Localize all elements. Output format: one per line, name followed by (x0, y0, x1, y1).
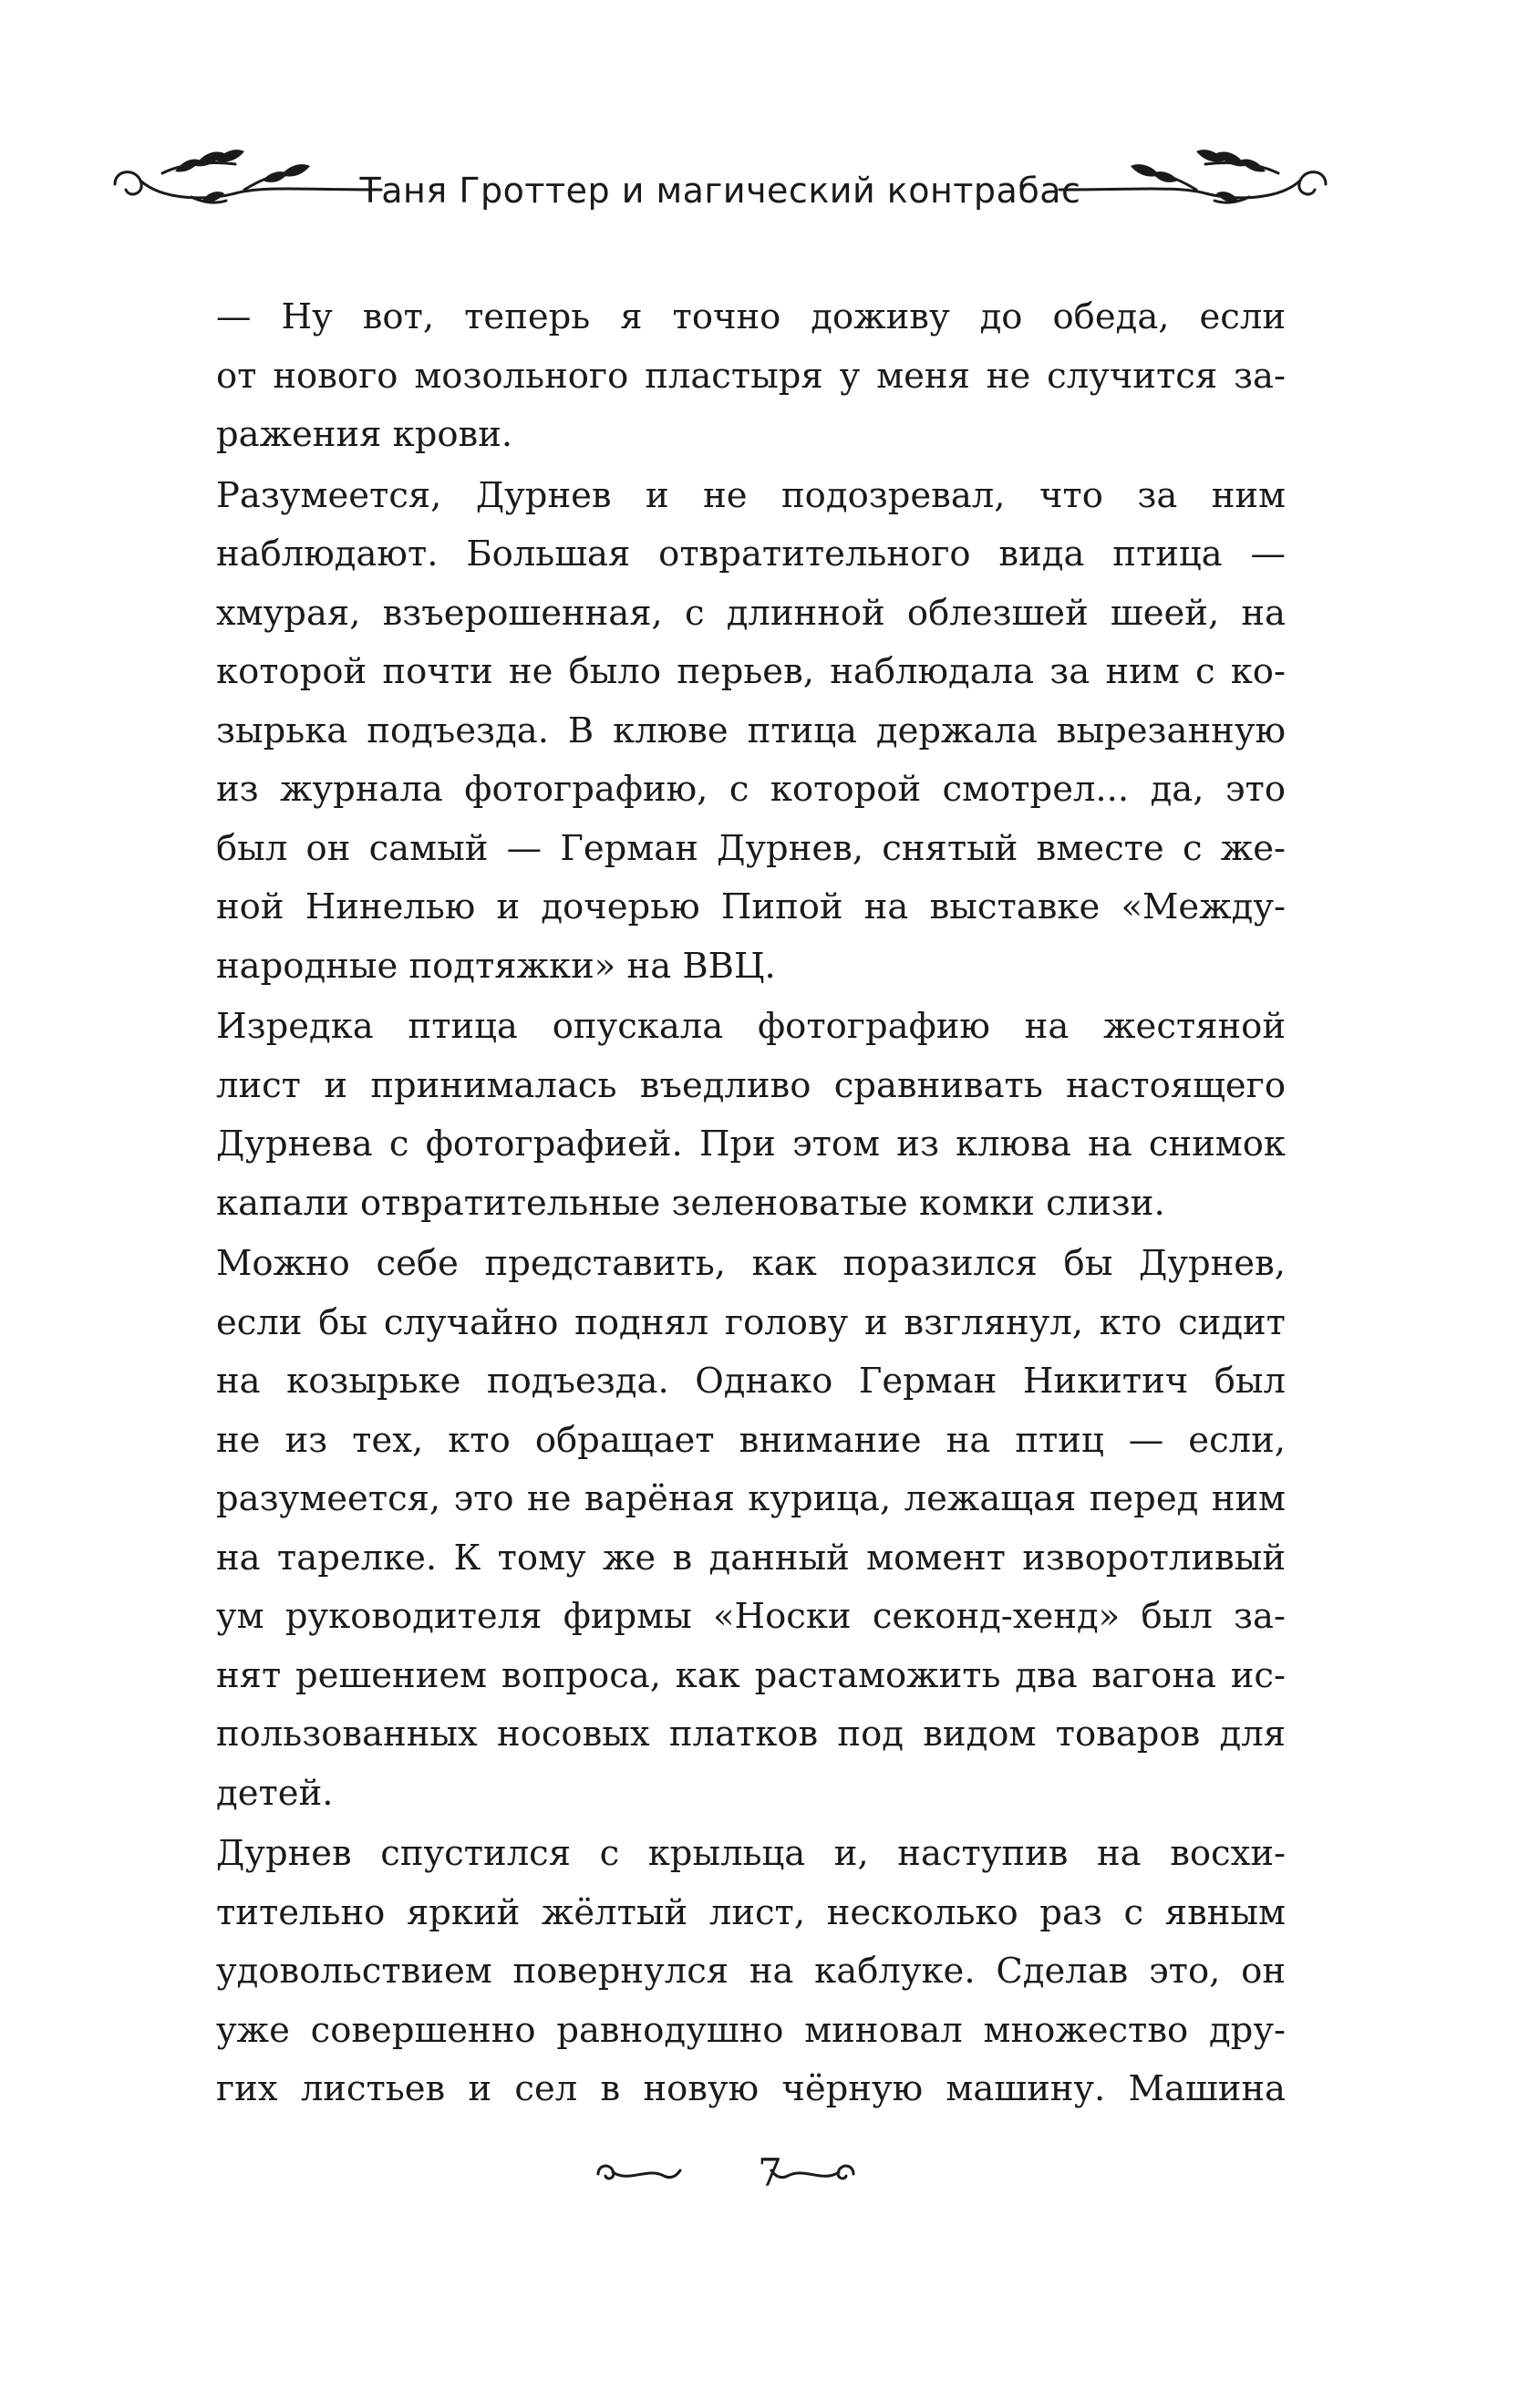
text-line: удовольствием повернулся на каблуке. Сделав это, он (216, 1951, 1286, 1992)
text-line: если бы случайно поднял голову и взглянул, кто сидит (216, 1301, 1286, 1343)
text-line: на тарелке. К тому же в данный момент изворотливый (216, 1537, 1286, 1579)
text-line: нят решением вопроса, как растаможить два вагона ис- (216, 1654, 1286, 1696)
text-line: Изредка птица опускала фотографию на жестяной (216, 1006, 1286, 1047)
text-line: ум руководителя фирмы «Носки секонд-хенд» был за- (216, 1596, 1286, 1637)
running-header (108, 137, 1333, 246)
text-line: не из тех, кто обращает внимание на птиц — если, (216, 1419, 1286, 1461)
page-number: 7 (758, 2150, 782, 2195)
text-line: Можно себе представить, как поразился бы Дурнев, (216, 1243, 1286, 1284)
body-text (160, 288, 1286, 2119)
text-line: наблюдают. Большая отвратительного вида птица — (216, 533, 1286, 575)
text-line: ной Нинелью и дочерью Пипой на выставке «Между- (216, 886, 1286, 927)
text-line: детей. (216, 1772, 334, 1814)
text-line: был он самый — Герман Дурнев, снятый вместе с же- (216, 827, 1286, 869)
text-line: которой почти не было перьев, наблюдала за ним с ко- (216, 651, 1286, 692)
paragraph-5 (160, 1825, 1286, 2119)
text-line: гих листьев и сел в новую чёрную машину. Машина (216, 2068, 1286, 2109)
text-line: народные подтяжки» на ВВЦ. (216, 945, 776, 987)
text-line: уже совершенно равнодушно миновал множество дру- (216, 2009, 1286, 2051)
text-line: Дурнев спустился с крыльца и, наступив на восхи- (216, 1833, 1286, 1874)
text-line: Дурнева с фотографией. При этом из клюва на снимок (216, 1124, 1286, 1165)
paragraph-4 (160, 1235, 1286, 1823)
text-line: капали отвратительные зеленоватые комки слизи. (216, 1182, 1165, 1224)
text-line: пользованных носовых платков под видом товаров для (216, 1714, 1286, 1755)
paragraph-2 (160, 467, 1286, 997)
text-line: тительно яркий жёлтый лист, несколько раз с явным (216, 1891, 1286, 1933)
text-line: — Ну вот, теперь я точно доживу до обеда, если (216, 296, 1286, 337)
text-line: Разумеется, Дурнев и не подозревал, что за ним (216, 474, 1286, 516)
text-line: от нового мозольного пластыря у меня не случится за- (216, 355, 1286, 397)
page-footer (0, 2143, 1540, 2216)
text-line: зырька подъезда. В клюве птица держала вырезанную (216, 709, 1286, 751)
paragraph-1 (160, 288, 1286, 465)
text-line: разумеется, это не варёная курица, лежащая перед ним (216, 1478, 1286, 1519)
text-line: из журнала фотографию, с которой смотрел... да, это (216, 769, 1286, 810)
text-line: на козырьке подъезда. Однако Герман Никитич был (216, 1361, 1286, 1402)
running-header-title: Таня Гроттер и магический контрабас (359, 171, 1081, 211)
text-line: ражения крови. (216, 414, 513, 455)
right-flourish-icon (768, 2156, 859, 2192)
text-line: лист и принималась въедливо сравнивать настоящего (216, 1064, 1286, 1106)
paragraph-3 (160, 998, 1286, 1233)
text-line: хмурая, взъерошенная, с длинной облезшей шеей, на (216, 592, 1286, 634)
